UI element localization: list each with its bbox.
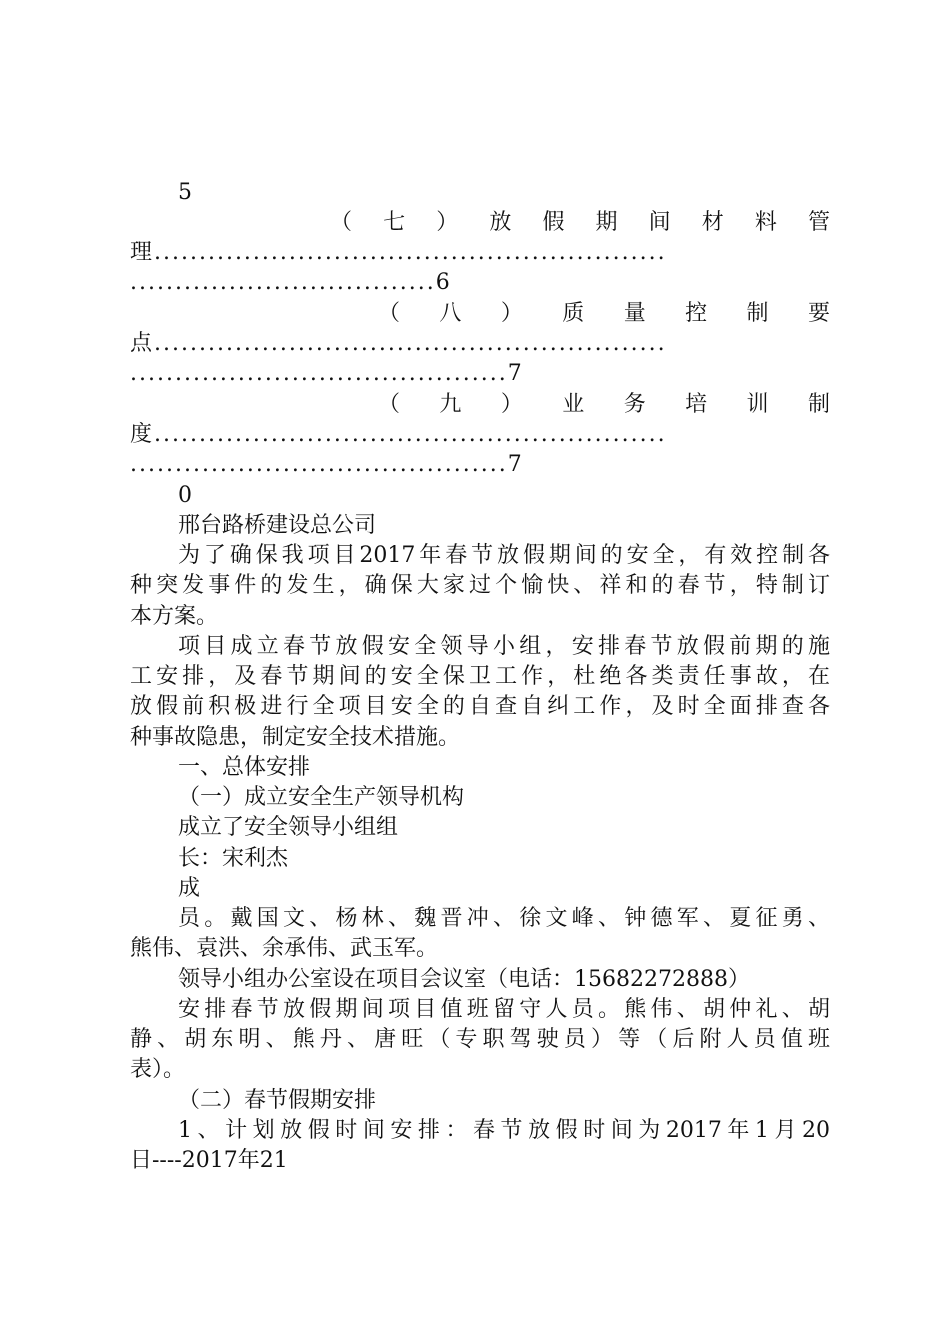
duty-staff-line: 表）。 (130, 1057, 186, 1082)
paragraph-plan-line: 放假前积极进行全项目安全的自查自纠工作，及时全面排查各 (130, 694, 830, 719)
paragraph-plan-line: 种事故隐患，制定安全技术措施。 (130, 725, 461, 750)
toc-stray-digit: 0 (178, 483, 192, 508)
toc-item-9-leader: 度......................................................... (130, 422, 667, 447)
duty-staff-line: 安排春节放假期间项目值班留守人员。熊伟、胡仲礼、胡 (178, 997, 830, 1022)
subsection-heading: （二）春节假期安排 (178, 1088, 377, 1113)
holiday-plan-line: 日----2017年21 (130, 1148, 288, 1173)
group-leader-line: 长：宋利杰 (178, 846, 289, 871)
paragraph-intro-line: 种突发事件的发生，确保大家过个愉快、祥和的春节，特制订 (130, 573, 830, 598)
toc-item-8-leader: 点......................................................... (130, 331, 667, 356)
paragraph-plan-line: 项目成立春节放假安全领导小组，安排春节放假前期的施 (178, 634, 830, 659)
toc-item-8-title: （ 八 ） 质 量 控 制 要 (378, 301, 830, 326)
subsection-heading: （一）成立安全生产领导机构 (178, 785, 465, 810)
members-label-line: 成 (178, 876, 201, 901)
toc-item-9-page: ..........................................7 (130, 452, 524, 477)
paragraph-intro-line: 本方案。 (130, 604, 219, 629)
toc-item-7-title: （ 七 ） 放 假 期 间 材 料 管 (330, 210, 830, 235)
holiday-plan-line: 1、计划放假时间安排：春节放假时间为2017年1月20 (178, 1118, 830, 1143)
toc-item-7-leader: 理......................................................... (130, 240, 667, 265)
leader-group-line: 成立了安全领导小组组 (178, 815, 399, 840)
office-line: 领导小组办公室设在项目会议室（电话：15682272888） (178, 967, 750, 992)
toc-item-8-page: ..........................................7 (130, 361, 524, 386)
toc-stray-page-number: 5 (178, 180, 192, 205)
duty-staff-line: 静、胡东明、熊丹、唐旺（专职驾驶员）等（后附人员值班 (130, 1027, 830, 1052)
members-list-line: 员。戴国文、杨林、魏晋冲、徐文峰、钟德军、夏征勇、 (178, 906, 830, 931)
toc-item-7-page: ..................................6 (130, 270, 452, 295)
company-name: 邢台路桥建设总公司 (178, 513, 377, 538)
paragraph-intro-line: 为了确保我项目2017年春节放假期间的安全，有效控制各 (178, 543, 830, 568)
section-heading: 一、总体安排 (178, 755, 311, 780)
members-list-line: 熊伟、袁洪、余承伟、武玉军。 (130, 936, 439, 961)
toc-item-9-title: （ 九 ） 业 务 培 训 制 (378, 392, 830, 417)
paragraph-plan-line: 工安排，及春节期间的安全保卫工作，杜绝各类责任事故，在 (130, 664, 830, 689)
